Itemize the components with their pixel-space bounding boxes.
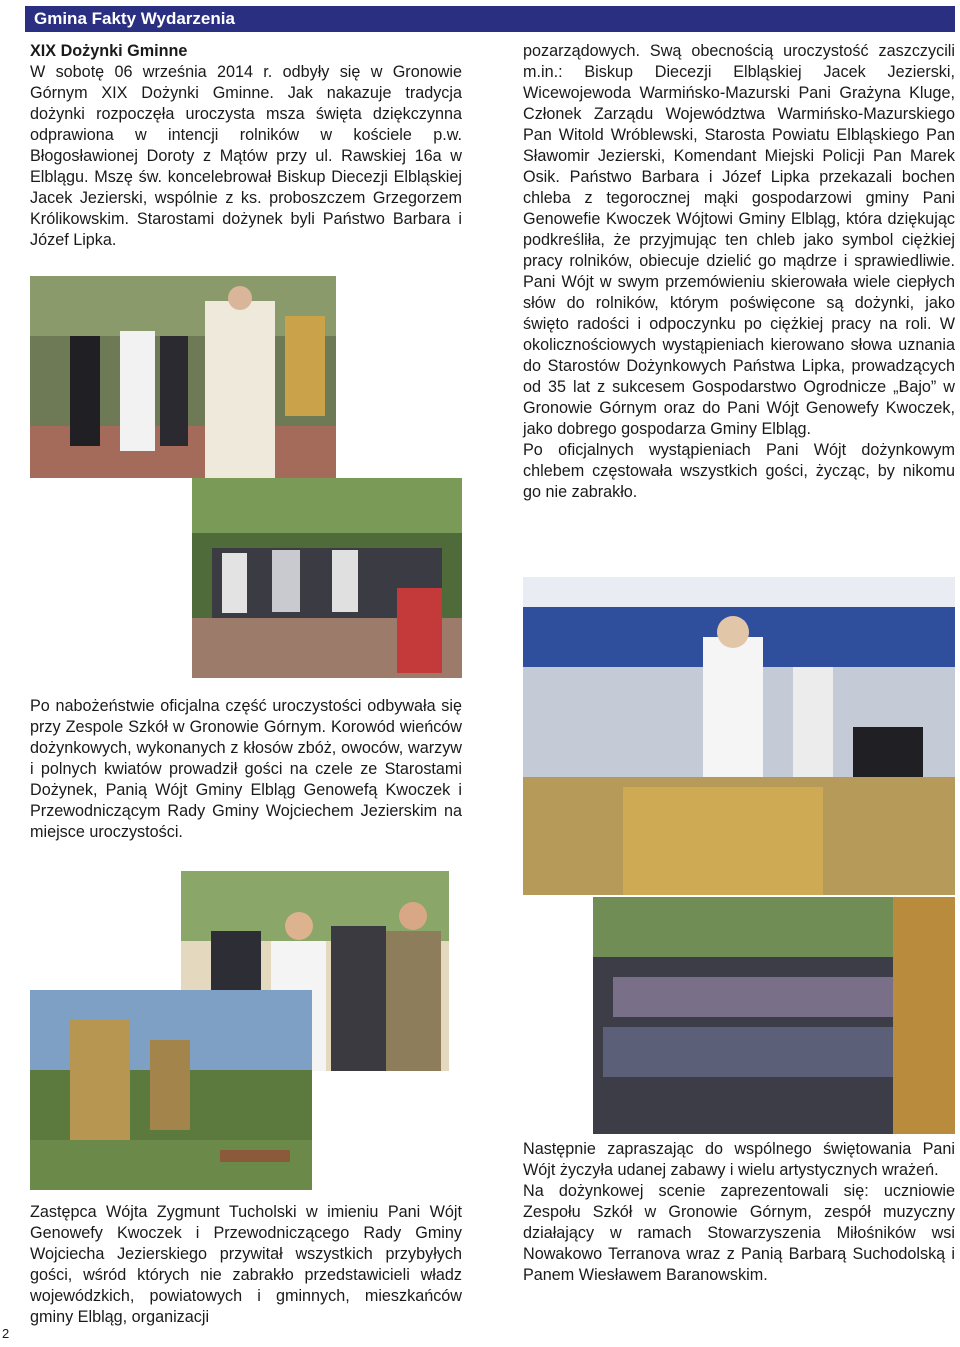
photo-seated-guests [192,478,462,678]
intro-paragraph: W sobotę 06 września 2014 r. odbyły się w Gronowie Górnym XIX Dożynki Gminne. Jak nakazuje tradycja dożynki rozpoczęła uroczysta msza święta dziękczynna odprawiona w intencji rolników w kościele p.w. Błogosławionej Doroty z Mątów przy ul. Rawskiej 16a w Elblągu. Mszę św. koncelebrował Biskup Diecezji Elbląskiej Jacek Jezierski, wspólnie z ks. proboszczem Grzegorzem Królikowskim. Starostami dożynek byli Państwo Barbara i Józef Lipka. [30,63,462,249]
photo-stage-speech [523,577,955,895]
welcome-paragraph: Zastępca Wójta Zygmunt Tucholski w imieniu Pani Wójt Genowefy Kwoczek i Przewodniczącego Rady Gminy Wojciecha Jezierskiego przywitał wszystkich przybyłych gości, wśród których nie zabrakło przedstawicieli władz wojewódzkich, powiatowych i gminnych, mieszkańców gminy Elbląg, organizacji [30,1203,462,1326]
bread-paragraph: Po oficjalnych wystąpieniach Pani Wójt dożynkowym chlebem częstowała wszystkich gości, życząc, by nikomu go nie zabrakło. [523,441,955,501]
welcome-block [30,1202,462,1328]
section-title: Gmina Fakty Wydarzenia [34,9,235,28]
section-header [25,6,955,32]
guests-paragraph: pozarządowych. Swą obecnością uroczystość zaszczycili m.in.: Biskup Diecezji Elbląskiej Jacek Jezierski, Wicewojewoda Warmińsko-Mazurski Pani Grażyna Kluge, Członek Zarządu Województwa Warmińsko-Mazurskiego Pan Witold Wróblewski, Starosta Powiatu Elbląskiego Pan Sławomir Jezierski, Komendant Miejski Policji Pan Marek Osik. Państwo Barbara i Józef Lipka przekazali bochen chleba z tegorocznej mąki gospodarzowi gminy Pani Genowefie Kwoczek Wójtowi Gminy Elbląg, która dziękując podkreśliła, że przyjmując ten chleb jako symbol ciężkiej pracy rolników, obiecuje dzielić go mądrze i sprawiedliwie. Pani Wójt w swym przemówieniu skierowała wiele ciepłych słów do rolników, którym poświęcone są dożynki, jako święto radości i odpoczynku po ciężkiej pracy na roli. W okolicznościowych wystąpieniach kierowano słowa uznania do Starostów Dożynkowych Państwa Lipka, prowadzących od 35 lat z sukcesem Gospodarstwo Ogrodnicze „Bajo” w Gronowie Górnym oraz do Pani Wójt Genowefy Kwoczek, jako dobrego gospodarza Gminy Elbląg. [523,42,955,438]
guests-block [523,41,955,503]
photo-wreath-procession [30,990,312,1190]
page-number: 2 [2,1326,10,1341]
photo-bishop-bread [30,276,336,478]
article-title: XIX Dożynki Gminne [30,42,188,60]
closing-block [523,1139,955,1286]
photo-audience [593,897,955,1134]
procession-paragraph: Po nabożeństwie oficjalna część uroczystości odbywała się przy Zespole Szkół w Gronowie Górnym. Korowód wieńców dożynkowych, wykonanych z kłosów zbóż, owoców, warzyw i polnych kwiatów prowadził gości na czele ze Starostami Dożynek, Panią Wójt Gminy Elbląg Genowefą Kwoczek i Przewodniczącym Rady Gminy Wojciechem Jezierskim na miejsce uroczystości. [30,697,462,841]
intro-block [30,41,462,251]
performers-paragraph: Na dożynkowej scenie zaprezentowali się: uczniowie Zespołu Szkół w Gronowie Górnym, zespół muzyczny działający w ramach Stowarzyszenia Miłośników wsi Nowakowo Terranova wraz z Panią Barbarą Suchodolską i Panem Wiesławem Baranowskim. [523,1182,955,1284]
invite-paragraph: Następnie zapraszając do wspólnego świętowania Pani Wójt życzyła udanej zabawy i wielu artystycznych wrażeń. [523,1140,955,1179]
procession-block [30,696,462,843]
